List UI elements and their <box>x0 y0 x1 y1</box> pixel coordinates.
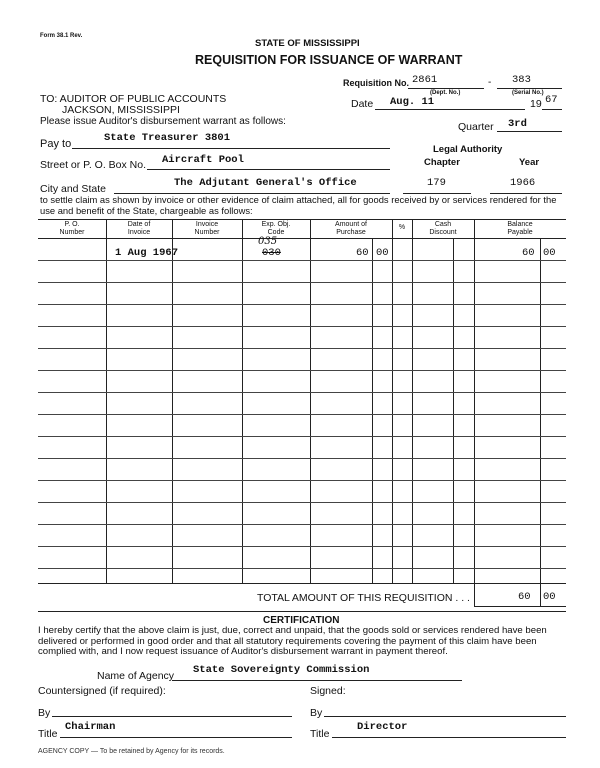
form-number: Form 38.1 Rev. <box>40 33 83 39</box>
street-label: Street or P. O. Box No. <box>40 159 147 171</box>
left-title-label: Title <box>38 728 58 740</box>
dept-no-caption: (Dept. No.) <box>430 90 461 96</box>
year-suffix: 67 <box>545 94 558 106</box>
agency-name-label: Name of Agency <box>97 670 175 682</box>
legal-authority-heading: Legal Authority <box>433 144 503 155</box>
street-value: Aircraft Pool <box>162 154 244 166</box>
serial-no-value: 383 <box>512 74 531 86</box>
settle-claim-text: to settle claim as shown by invoice or other evidence of claim attached, all for goods received by or services rendered for the use and benefit of the State, chargeable as follows: <box>40 194 557 216</box>
serial-no-caption: (Serial No.) <box>512 90 544 96</box>
row1-amount-cents: 00 <box>376 247 389 259</box>
row1-balance-cents: 00 <box>543 247 556 259</box>
row1-balance-dollars: 60 <box>522 247 535 259</box>
col-header-balance: Balance Payable <box>507 221 533 236</box>
year-prefix: 19 <box>530 98 542 110</box>
instruction-text: Please issue Auditor's disbursement warrant as follows: <box>40 116 286 127</box>
signed-label: Signed: <box>310 685 346 697</box>
certification-heading: CERTIFICATION <box>263 615 340 626</box>
pay-to-label: Pay to <box>40 138 72 150</box>
row1-expobj-handwritten: 035 <box>258 236 278 247</box>
chapter-value: 179 <box>427 177 446 189</box>
col-header-percent: % <box>398 224 406 231</box>
total-dollars: 60 <box>518 591 531 603</box>
date-label: Date <box>351 98 374 110</box>
left-title-value: Chairman <box>65 721 116 733</box>
city-value: The Adjutant General's Office <box>174 177 357 189</box>
countersigned-label: Countersigned (if required): <box>38 685 166 697</box>
city-label: City and State <box>40 183 106 195</box>
quarter-value: 3rd <box>508 118 527 130</box>
col-header-cash-discount: Cash Discount <box>429 221 457 236</box>
row1-expobj-typed: 030 <box>262 247 281 259</box>
dept-no-value: 2861 <box>412 74 438 86</box>
form-title: REQUISITION FOR ISSUANCE OF WARRANT <box>195 53 463 67</box>
state-heading: STATE OF MISSISSIPPI <box>255 38 360 49</box>
right-title-value: Director <box>357 721 408 733</box>
col-header-amount: Amount of Purchase <box>335 221 367 236</box>
row1-amount-dollars: 60 <box>356 247 369 259</box>
col-header-expobj: Exp. Obj. Code <box>261 221 291 236</box>
requisition-label: Requisition No. <box>343 78 409 88</box>
total-cents: 00 <box>543 591 556 603</box>
year-label: Year <box>519 157 540 168</box>
quarter-label: Quarter <box>458 121 494 133</box>
col-header-invoice: Invoice Number <box>194 221 220 236</box>
addressee-line2: JACKSON, MISSISSIPPI <box>62 104 180 116</box>
left-by-label: By <box>38 707 51 719</box>
right-title-label: Title <box>310 728 330 740</box>
footer-note: AGENCY COPY — To be retained by Agency for its records. <box>38 748 225 755</box>
pay-to-value: State Treasurer 3801 <box>104 132 231 144</box>
col-header-po: P. O. Number <box>59 221 85 236</box>
legal-year-value: 1966 <box>510 177 536 189</box>
row1-invoice-date: 1 Aug 1967 <box>115 247 179 259</box>
agency-name-value: State Sovereignty Commission <box>193 664 370 676</box>
date-value: Aug. 11 <box>390 96 435 108</box>
right-by-label: By <box>310 707 323 719</box>
addressee-line1: TO: AUDITOR OF PUBLIC ACCOUNTS <box>40 93 227 105</box>
total-label: TOTAL AMOUNT OF THIS REQUISITION . . . <box>257 592 470 604</box>
col-header-date: Date of Invoice <box>127 221 151 236</box>
certification-text: I hereby certify that the above claim is just, due, correct and unpaid, that the goods sold or services rendered have been delivered or performed in good order and that all statutory requirements covering the payment of this claim have been complied with, and I now request issuance of Auditor's disbursement warrant in payment thereof. <box>38 625 547 657</box>
chapter-label: Chapter <box>424 157 460 168</box>
